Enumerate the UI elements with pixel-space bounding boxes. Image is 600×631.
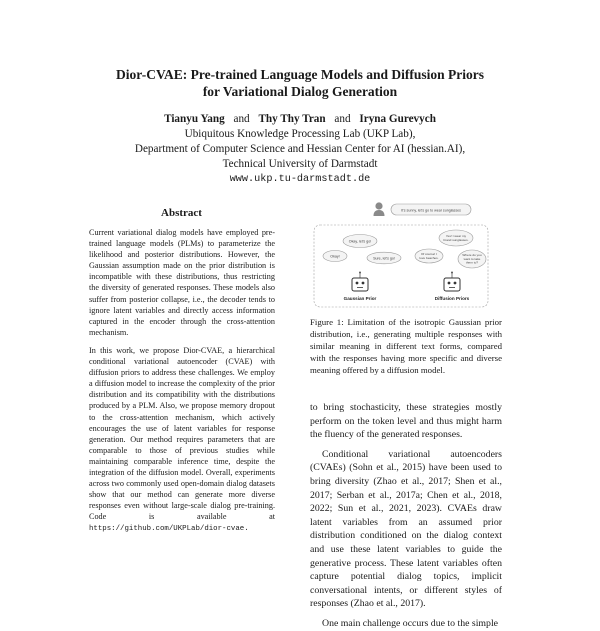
body-paragraph-2: Conditional variational autoencoders (CVAEs) (Sohn et al., 2015) have been used to bring diversity (Zhao et al., 2017; Shen et al., 2017; Serban et al., 2017a; Chen et al., 2018, 2022; Sun et al., 2021, 2023). CVAEs draw latent variables from an assumed prior distribution conditioned on the dialog context and use these latent variables to guide the generative process. These latent variables often capture potential dialog topics, implicit conversational intents, or different styles of responses (Zhao et al., 2017). (310, 448, 502, 610)
figure-1-caption: Figure 1: Limitation of the isotropic Gaussian prior distribution, i.e., generating multiple responses with similar meaning in different text forms, compared with the responses having more specific and diverse meaning offered by a diffusion model. (310, 317, 502, 375)
diffusion-response-2: Of course! I love beaches. (419, 252, 439, 260)
query-text: It's sunny, let's go to wear sunglasses (401, 208, 461, 213)
affiliation-line-1: Ubiquitous Knowledge Processing Lab (UKP Lab), (184, 128, 416, 140)
author-1: Tianyu Yang (164, 113, 225, 125)
diffusion-bubble-2 (415, 249, 443, 263)
diffusion-bubble-1 (439, 230, 473, 246)
code-url[interactable]: https://github.com/UKPLab/dior-cvae. (89, 525, 249, 534)
diffusion-robot-icon (444, 272, 460, 292)
author-3: Iryna Gurevych (359, 113, 436, 125)
gaussian-response-3: Sure, let's go! (373, 256, 395, 261)
title-line-1: Dior-CVAE: Pre-trained Language Models and Diffusion Priors (116, 67, 484, 82)
abstract-paragraph-1: Current variational dialog models have employed pre-trained language models (PLMs) to parameterize the likelihood and posterior distributions. However, the Gaussian assumption made on the prior distribution is incompatible with these distributions, thus restricting the diversity of generated responses. These models also suffer from posterior collapse, i.e., the decoder tends to ignore latent variables and directly access information captured in the encoder through the cross-attention mechanism. (89, 228, 275, 337)
author-block (0, 112, 600, 187)
diffusion-response-1: Yes! I wear my brand sunglasses. (443, 234, 469, 242)
author-names (0, 112, 600, 127)
lab-url[interactable]: www.ukp.tu-darmstadt.de (229, 174, 371, 185)
query-bubble (391, 204, 471, 215)
gaussian-robot-icon (352, 272, 368, 292)
affiliation-line-3: Technical University of Darmstadt (222, 158, 378, 170)
gaussian-response-2: Okay! (330, 254, 340, 259)
gaussian-bubble-2 (323, 251, 347, 262)
body-text (310, 401, 502, 631)
paper-title (0, 66, 600, 100)
diffusion-prior-label: Diffusion Priors (434, 296, 470, 301)
abstract-body (89, 227, 275, 536)
body-paragraph-3: One main challenge occurs due to the simple (322, 617, 499, 629)
user-icon (374, 202, 385, 216)
title-line-2: for Variational Dialog Generation (202, 84, 398, 99)
diffusion-bubble-3 (458, 250, 486, 268)
gaussian-bubble-1 (343, 235, 377, 248)
author-2: Thy Thy Tran (258, 113, 326, 125)
gaussian-prior-label: Gaussian Prior (343, 296, 377, 301)
author-sep-1: and (233, 113, 250, 125)
gaussian-response-1: Okay, let's go! (348, 239, 372, 244)
abstract-heading: Abstract (161, 207, 202, 219)
figure-1-illustration (312, 198, 490, 308)
author-sep-2: and (334, 113, 351, 125)
gaussian-bubble-3 (367, 252, 401, 264)
abstract-paragraph-2-text: In this work, we propose Dior-CVAE, a hierarchical conditional variational autoencoder (CVAE) with diffusion priors to address these challenges. We employ a diffusion model to increase the complexity of the prior distribution and its compatibility with the distributions produced by a PLM. Also, we propose memory dropout to the cross-attention mechanism, which actively encourages the use of latent variables for response generation. Our method requires parameters that are comparable to those of previous studies while maintaining comparable inference time, despite the integration of the diffusion model. Overall, experiments across two commonly used open-domain dialog datasets show that our method can generate more diverse responses even without large-scale dialog pre-training. Code is available at (89, 345, 275, 522)
abstract-paragraph-2 (89, 345, 275, 536)
body-paragraph-1: to bring stochasticity, these strategies mostly perform on the token level and thus might harm the fluency of the generated responses. (310, 402, 502, 441)
diffusion-response-3: Where do you want to take them to? (462, 253, 482, 265)
affiliation-line-2: Department of Computer Science and Hessian Center for AI (hessian.AI), (134, 143, 466, 155)
